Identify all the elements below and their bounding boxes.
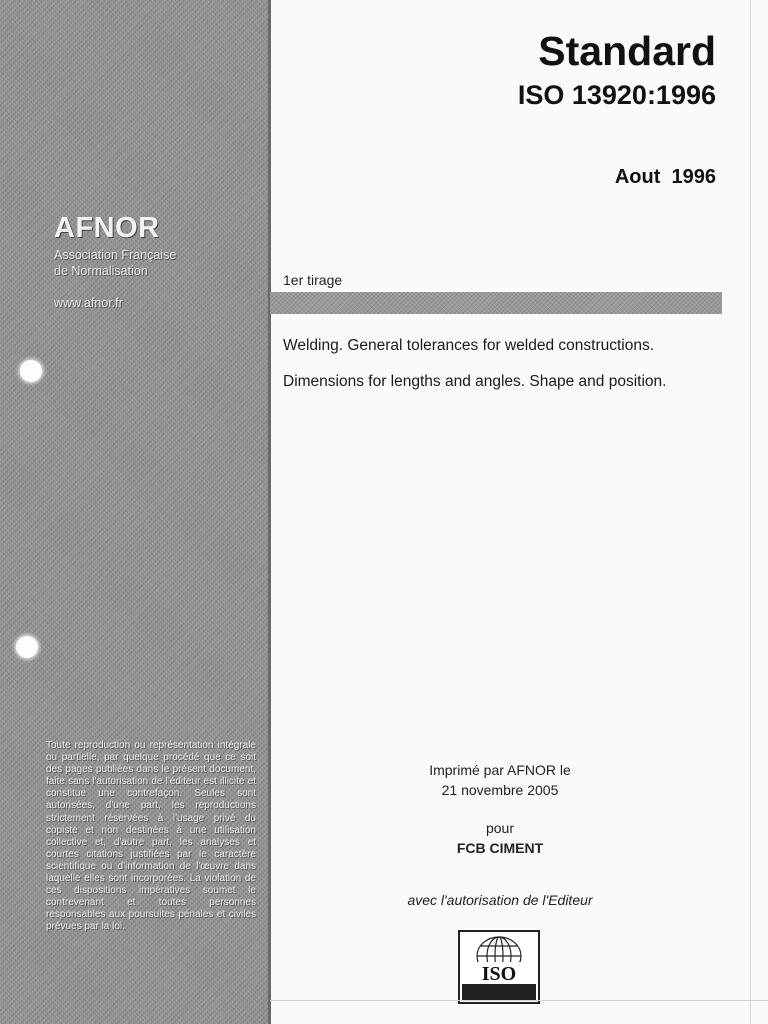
afnor-org-line1: Association Française bbox=[54, 248, 177, 262]
afnor-logo: AFNOR bbox=[54, 212, 160, 244]
iso-globe-icon bbox=[460, 932, 538, 1002]
sidebar-edge bbox=[268, 0, 271, 1024]
for-label: pour bbox=[485, 820, 515, 836]
gray-divider-bar bbox=[270, 292, 722, 314]
afnor-org-line2: de Normalisation bbox=[54, 264, 148, 278]
punch-hole-top bbox=[20, 360, 42, 382]
afnor-website: www.afnor.fr bbox=[54, 296, 123, 310]
iso-logo-text: ISO bbox=[481, 963, 517, 985]
doc-type-title: Standard bbox=[538, 28, 716, 74]
publication-date: Aout 1996 bbox=[614, 166, 716, 188]
edition-label: 1er tirage bbox=[283, 272, 343, 288]
legal-notice: Toute reproduction ou représentation intégrale ou partielle, par quelque procédé que ce soit des pages publiées dans le présent document, faite sans l'autorisation de l'éditeur est illicite et constitue une contrefaçon. Seules sont autorisées, d'une part, les reproductions strictement réservées à l'usage privé du copiste et non destinées à une utilisation collective et, d'autre part, les analyses et courtes citations justifiées par le caractère scientifique ou d'information de l'œuvre dans laquelle elles sont incorporées. La violation de ces dispositions impératives soumet le contrevenant et toutes personnes responsables aux poursuites pénales et civiles prévues par la loi. bbox=[46, 740, 256, 933]
afnor-sidebar bbox=[0, 0, 270, 1024]
page-bottom-line bbox=[270, 1000, 768, 1001]
printed-by: Imprimé par AFNOR le bbox=[429, 762, 571, 778]
recipient: FCB CIMENT bbox=[456, 840, 544, 856]
authorization-note: avec l'autorisation de l'Editeur bbox=[407, 892, 593, 908]
document-title-line1: Welding. General tolerances for welded constructions. bbox=[283, 337, 655, 354]
print-date: 21 novembre 2005 bbox=[441, 782, 559, 798]
iso-number: ISO 13920:1996 bbox=[517, 80, 716, 110]
page-right-edge bbox=[750, 0, 751, 1024]
document-title-line2: Dimensions for lengths and angles. Shape and position. bbox=[283, 373, 667, 390]
iso-logo bbox=[458, 930, 540, 1004]
punch-hole-bottom bbox=[16, 636, 38, 658]
